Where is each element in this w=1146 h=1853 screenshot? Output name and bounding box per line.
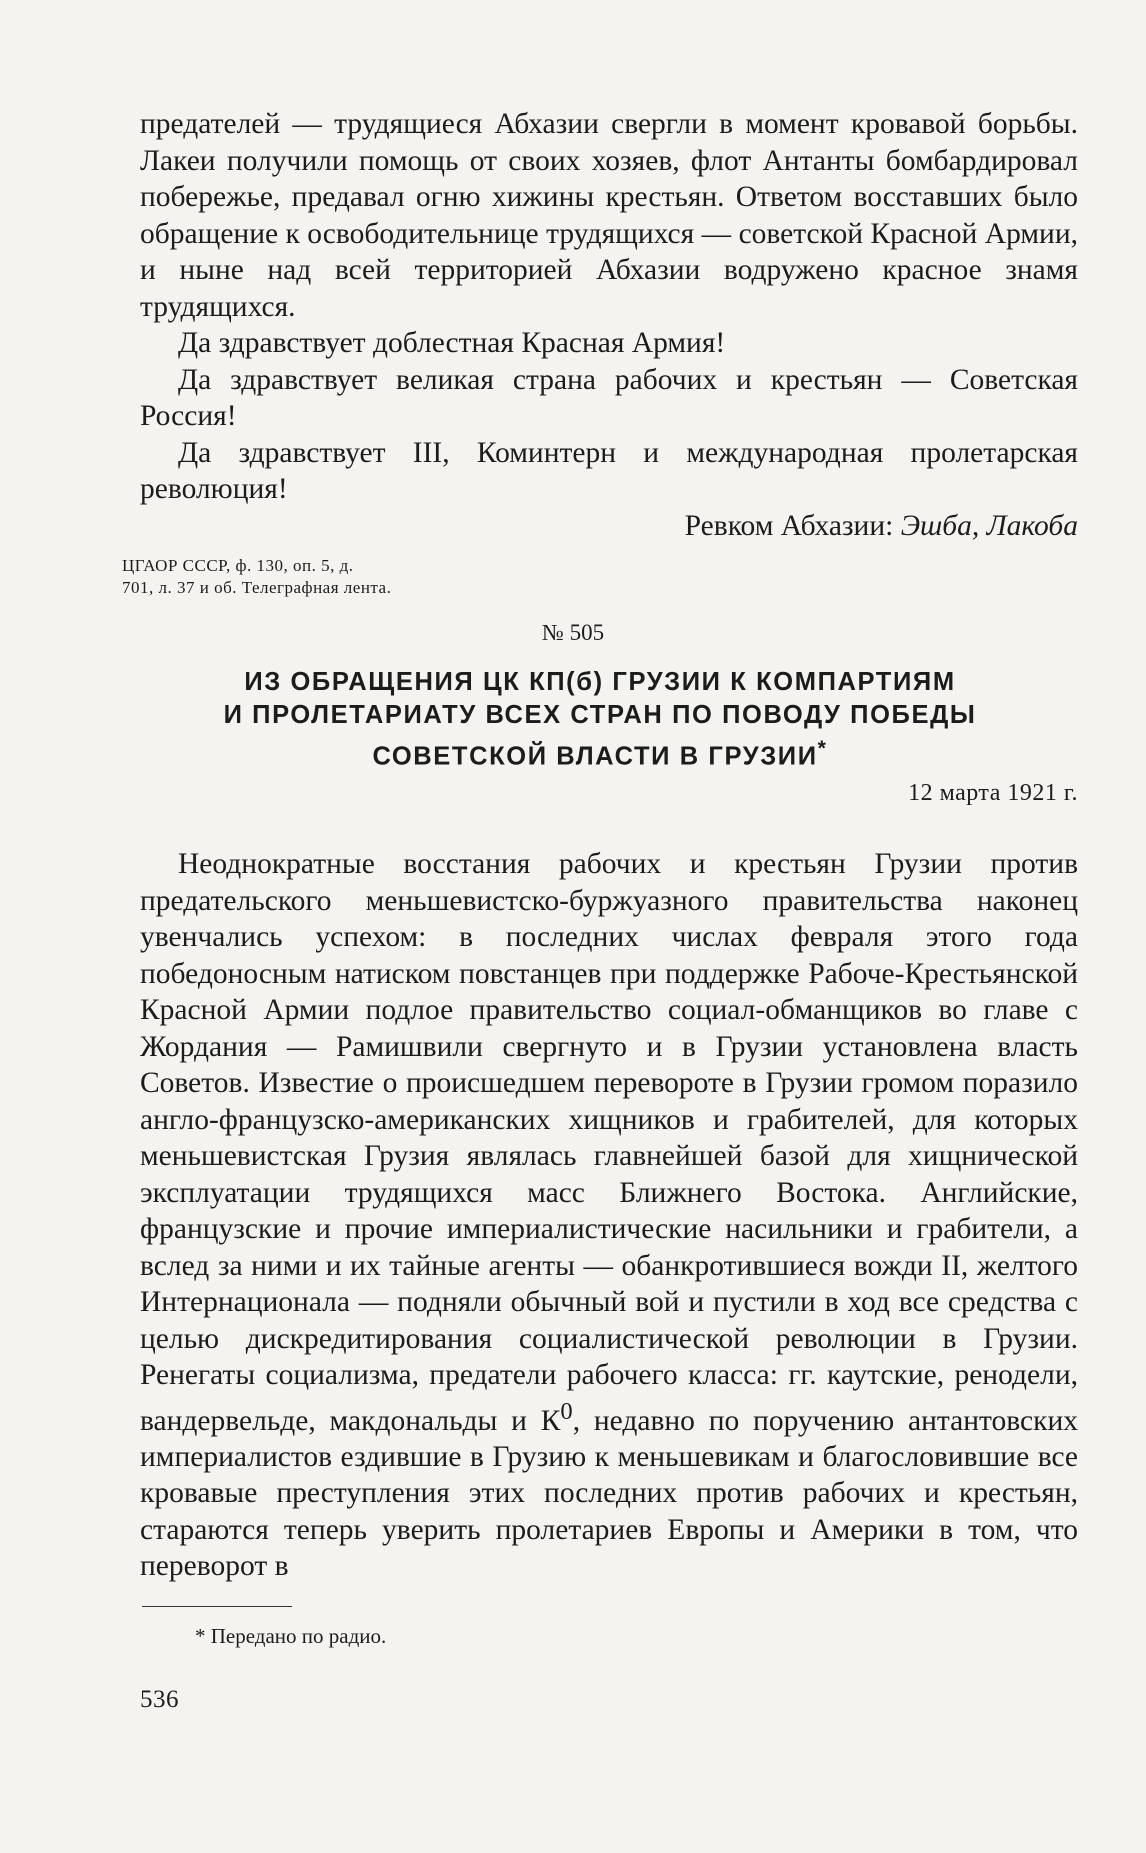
signature-names: Эшба, Лакоба <box>900 510 1078 542</box>
main-paragraph-text: Неоднократные восстания рабочих и крестьян Грузии против предательского меньшевистско-буржуазного правительства наконец увенчались успехом: в последних числах февраля этого года победоносным натиском повстанцев при поддержке Рабоче-Крестьянской Красной Армии подлое правительство социал-обманщиков во главе с Жордания — Рамишвили свергнуто и в Грузии установлена власть Советов. Известие о происшедшем перевороте в Грузии громом поразило англо-французско-американских хищников и грабителей, для которых меньшевистская Грузия являлась главнейшей базой для хищнической эксплуатации трудящихся масс Ближнего Востока. Английские, французские и прочие империалистические насильники и грабители, а вслед за ними и их тайные агенты — обанкротившиеся вожди II, желтого Интернационала — подняли обычный вой и пустили в ход все средства с целью дискредитирования социалистической революции в Грузии. Ренегаты социализма, предатели рабочего класса: гг. каутские, ренодели, вандервельде, макдональды и К <box>140 848 1078 1437</box>
document-date: 12 марта 1921 г. <box>908 780 1078 806</box>
footnote: * Передано по радио. <box>195 1624 387 1648</box>
footnote-marker: * <box>817 736 828 760</box>
signature <box>140 508 1078 544</box>
upper-text-block <box>140 106 1078 508</box>
superscript-zero: 0 <box>560 1397 573 1425</box>
archive-reference <box>122 555 542 599</box>
title-line3 <box>170 732 1030 774</box>
document-title <box>170 666 1030 774</box>
title-line1: ИЗ ОБРАЩЕНИЯ ЦК КП(б) ГРУЗИИ К КОМПАРТИЯМ <box>244 668 956 696</box>
footnote-divider <box>142 1606 292 1607</box>
archive-ref-line2: 701, л. 37 и об. Телеграфная лента. <box>122 578 392 597</box>
main-paragraph <box>140 846 1078 1585</box>
signature-prefix: Ревком Абхазии: <box>684 510 894 542</box>
slogan-soviet-russia: Да здравствует великая страна рабочих и крестьян — Советская Россия! <box>140 363 1078 432</box>
page-number: 536 <box>140 1686 179 1713</box>
paragraph-continuation: предателей — трудящиеся Абхазии свергли в момент кровавой борьбы. Лакеи получили помощь от своих хозяев, флот Антанты бомбардировал побережье, предавал огню хижины крестьян. Ответом восставших было обращение к освободительнице трудящихся — советской Красной Армии, и ныне над всей территорией Абхазии водружено красное знамя трудящихся. <box>140 108 1078 323</box>
main-paragraph-continuation: , недавно по поручению антантовских империалистов ездившие в Грузию к меньшевикам и благословившие все кровавые преступления этих последних против рабочих и крестьян, стараются теперь уверить пролетариев Европы и Америки в том, что переворот в <box>140 1404 1078 1583</box>
title-line3-text: СОВЕТСКОЙ ВЛАСТИ В ГРУЗИИ <box>372 742 818 771</box>
slogan-comintern: Да здравствует III, Коминтерн и международная пролетарская революция! <box>140 436 1078 505</box>
archive-ref-line1: ЦГАОР СССР, ф. 130, оп. 5, д. <box>122 556 354 575</box>
title-line2: И ПРОЛЕТАРИАТУ ВСЕХ СТРАН ПО ПОВОДУ ПОБЕДЫ <box>223 701 977 729</box>
slogan-red-army: Да здравствует доблестная Красная Армия! <box>178 327 726 359</box>
document-number: № 505 <box>541 620 605 645</box>
main-text-block <box>140 846 1078 1585</box>
